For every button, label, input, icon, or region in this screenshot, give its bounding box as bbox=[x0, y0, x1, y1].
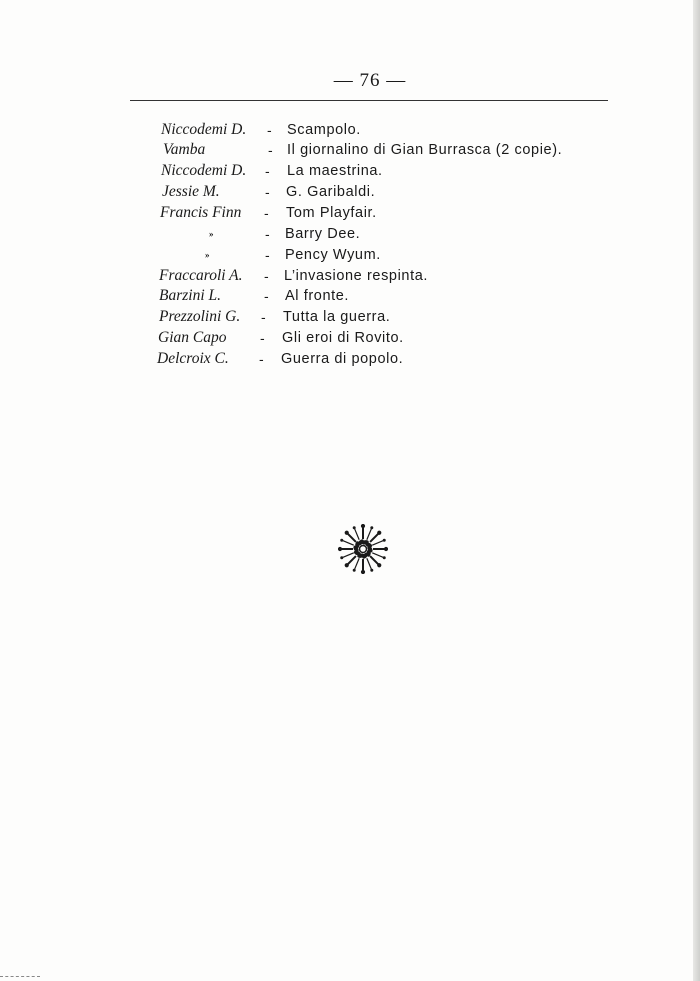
list-item bbox=[0, 120, 700, 140]
entry-separator: - bbox=[265, 247, 270, 263]
entry-separator: - bbox=[259, 351, 264, 367]
entry-separator: - bbox=[265, 226, 270, 242]
list-item bbox=[0, 349, 700, 369]
entry-title: Al fronte. bbox=[285, 288, 350, 304]
list-item bbox=[0, 328, 700, 348]
floral-ornament-icon bbox=[338, 524, 388, 574]
ditto-mark: » bbox=[205, 250, 210, 260]
entry-title: L’invasione respinta. bbox=[284, 268, 428, 284]
list-item bbox=[0, 307, 700, 327]
entry-title: Il giornalino di Gian Burrasca (2 copie). bbox=[287, 142, 563, 158]
entry-author: Gian Capo bbox=[158, 329, 227, 346]
entry-separator: - bbox=[264, 288, 269, 304]
list-item bbox=[0, 182, 700, 202]
list-item bbox=[0, 161, 700, 181]
entry-separator: - bbox=[264, 268, 269, 284]
entry-separator: - bbox=[267, 122, 272, 138]
entry-author: Jessie M. bbox=[162, 183, 220, 200]
page-number: — 76 — bbox=[333, 70, 407, 91]
entry-separator: - bbox=[268, 142, 273, 158]
entry-author: Vamba bbox=[163, 141, 206, 158]
list-item bbox=[0, 286, 700, 306]
entry-separator: - bbox=[265, 163, 270, 179]
scan-edge-mark bbox=[0, 976, 40, 978]
list-item bbox=[0, 224, 700, 244]
ditto-mark: » bbox=[209, 229, 214, 239]
entry-title: Tom Playfair. bbox=[286, 205, 377, 221]
header-rule bbox=[130, 100, 608, 101]
entry-author: Barzini L. bbox=[159, 287, 222, 304]
entry-author: Niccodemi D. bbox=[161, 162, 247, 179]
list-item bbox=[0, 266, 700, 286]
entry-title: Gli eroi di Rovito. bbox=[282, 330, 404, 346]
entry-title: Pency Wyum. bbox=[285, 247, 381, 263]
entry-title: Barry Dee. bbox=[285, 226, 361, 242]
entry-title: La maestrina. bbox=[287, 163, 383, 179]
list-item bbox=[0, 245, 700, 265]
entry-title: Scampolo. bbox=[287, 122, 361, 138]
entry-separator: - bbox=[264, 205, 269, 221]
entry-author: Delcroix C. bbox=[157, 350, 229, 367]
entry-title: Tutta la guerra. bbox=[283, 309, 391, 325]
list-item bbox=[0, 140, 700, 160]
list-item bbox=[0, 203, 700, 223]
entry-author: Prezzolini G. bbox=[159, 308, 241, 325]
entry-title: G. Garibaldi. bbox=[286, 184, 376, 200]
entry-author: Fraccaroli A. bbox=[159, 267, 243, 284]
entry-author: Niccodemi D. bbox=[161, 121, 247, 138]
entry-separator: - bbox=[260, 330, 265, 346]
entry-separator: - bbox=[261, 309, 266, 325]
entry-separator: - bbox=[265, 184, 270, 200]
entry-title: Guerra di popolo. bbox=[281, 351, 404, 367]
entry-author: Francis Finn bbox=[160, 204, 242, 221]
